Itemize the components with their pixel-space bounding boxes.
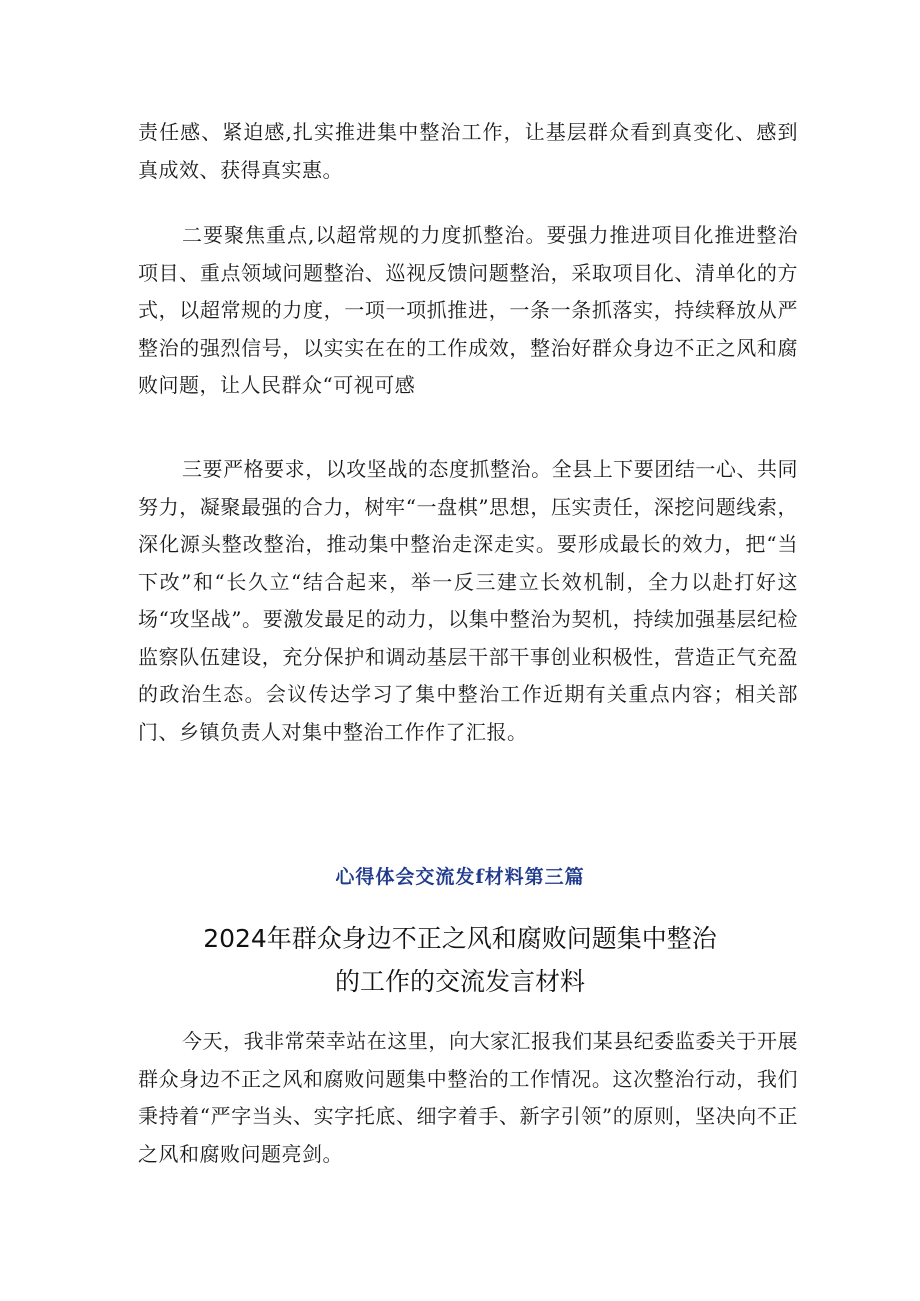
document-title-line-1: 2024年群众身边不正之风和腐败问题集中整治 bbox=[203, 924, 717, 953]
paragraph-opening-remarks: 今天，我非常荣幸站在这里，向大家汇报我们某县纪委监委关于开展群众身边不正之风和腐败问题集中整治的工作情况。这次整治行动，我们秉持着“严字当头、实字托底、细字着手、新字引领”的原则，坚决向不正之风和腐败问题亮剑。 bbox=[138, 1029, 798, 1166]
paragraph-continued: 责任感、紧迫感,扎实推进集中整治工作，让基层群众看到真变化、感到真成效、获得真实惠。 bbox=[138, 120, 798, 182]
section-subheading: 心得体会交流发f材料第三篇 bbox=[335, 866, 585, 888]
paragraph-focus-key-points: 二要聚焦重点,以超常规的力度抓整治。要强力推进项目化推进整治项目、重点领域问题整治、巡视反馈问题整治，采取项目化、清单化的方式，以超常规的力度，一项一项抓推进，一条一条抓落实，持续释放从严整治的强烈信号，以实实在在的工作成效，整治好群众身边不正之风和腐败问题，让人民群众“可视可感 bbox=[138, 223, 798, 397]
paragraph-strict-requirements: 三要严格要求，以攻坚战的态度抓整治。全县上下要团结一心、共同努力，凝聚最强的合力，树牢“一盘棋”思想，压实责任，深挖问题线索，深化源头整改整治，推动集中整治走深走实。要形成最长的效力，把“当下改”和“长久立“结合起来，举一反三建立长效机制，全力以赴打好这场“攻坚战”。要激发最足的动力，以集中整治为契机，持续加强基层纪检监察队伍建设，充分保护和调动基层干部干事创业积极性，营造正气充盈的政治生态。会议传达学习了集中整治工作近期有关重点内容；相关部门、乡镇负责人对集中整治工作作了汇报。 bbox=[138, 457, 798, 744]
document-title-line-2: 的工作的交流发言材料 bbox=[334, 967, 585, 996]
